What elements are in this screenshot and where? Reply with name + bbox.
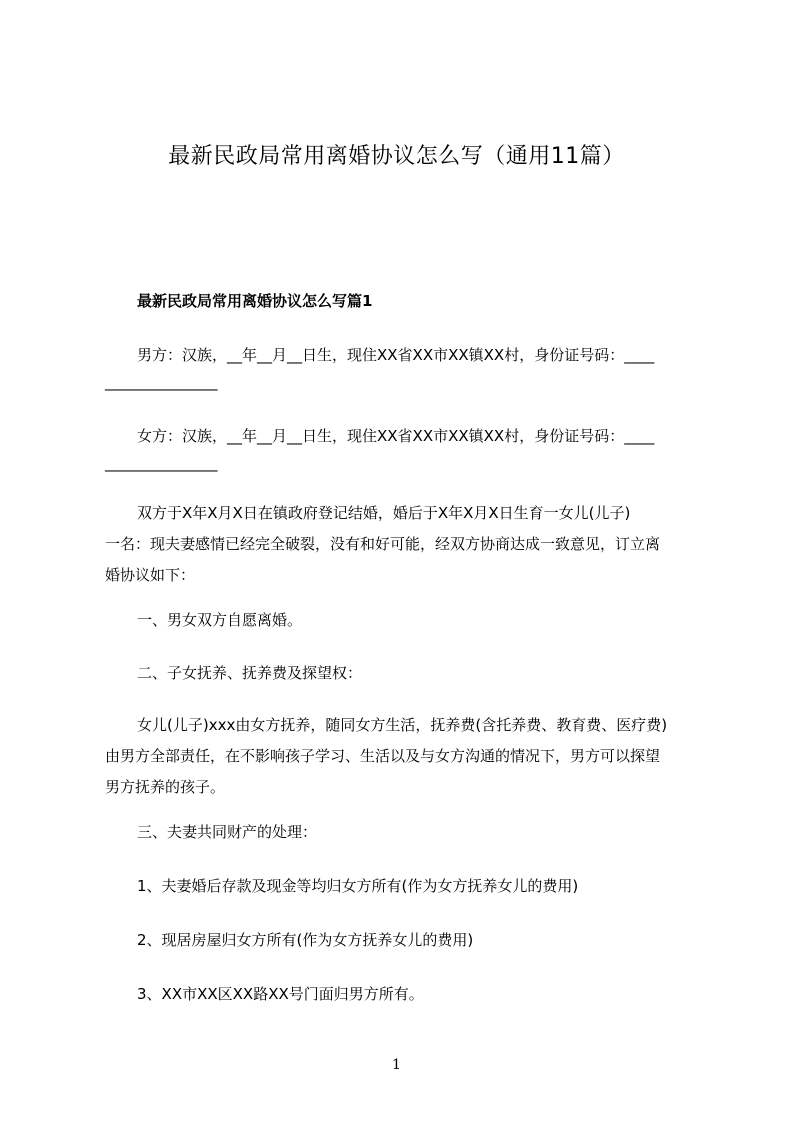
clause-text: 1、夫妻婚后存款及现金等均归女方所有(作为女方抚养女儿的费用) — [137, 877, 579, 895]
female-party-paragraph — [105, 421, 717, 479]
property-item-2 — [105, 925, 717, 956]
male-id-blank: _______________ — [105, 373, 218, 391]
intro-line: 婚协议如下： — [105, 566, 196, 584]
intro-line: 双方于X年X月X日在镇政府登记结婚，婚后于X年X月X日生育一女儿(儿子) — [137, 504, 631, 522]
page-number: 1 — [392, 1057, 401, 1073]
female-party-line: 女方：汉族，__年__月__日生，现住XX省XX市XX镇XX村，身份证号码：____ — [137, 427, 655, 445]
clause-text: 3、XX市XX区XX路XX号门面归男方所有。 — [137, 985, 424, 1003]
clause-text: 一、男女双方自愿离婚。 — [137, 611, 303, 629]
intro-line: 一名：现夫妻感情已经完全破裂，没有和好可能，经双方协商达成一致意见，订立离 — [105, 535, 661, 553]
custody-paragraph — [105, 710, 717, 803]
intro-paragraph — [105, 498, 717, 591]
female-id-blank: _______________ — [105, 454, 218, 472]
clause-property-heading — [105, 817, 717, 848]
custody-line: 由男方全部责任，在不影响孩子学习、生活以及与女方沟通的情况下，男方可以探望 — [105, 747, 661, 765]
section-heading: 最新民政局常用离婚协议怎么写篇1 — [137, 292, 373, 310]
male-party-line: 男方：汉族，__年__月__日生，现住XX省XX市XX镇XX村，身份证号码：____ — [137, 346, 655, 364]
male-party-paragraph — [105, 340, 717, 398]
custody-line: 女儿(儿子)xxx由女方抚养，随同女方生活，抚养费(含托养费、教育费、医疗费) — [137, 716, 668, 734]
clause-divorce — [105, 605, 717, 636]
property-item-1 — [105, 871, 717, 902]
clause-text: 二、子女抚养、抚养费及探望权： — [137, 664, 363, 682]
clause-text: 三、夫妻共同财产的处理： — [137, 823, 318, 841]
custody-line: 男方抚养的孩子。 — [105, 778, 226, 796]
clause-custody-heading — [105, 658, 717, 689]
clause-text: 2、现居房屋归女方所有(作为女方抚养女儿的费用) — [137, 931, 474, 949]
document-title: 最新民政局常用离婚协议怎么写（通用11篇） — [168, 144, 625, 169]
property-item-3 — [105, 979, 717, 1010]
